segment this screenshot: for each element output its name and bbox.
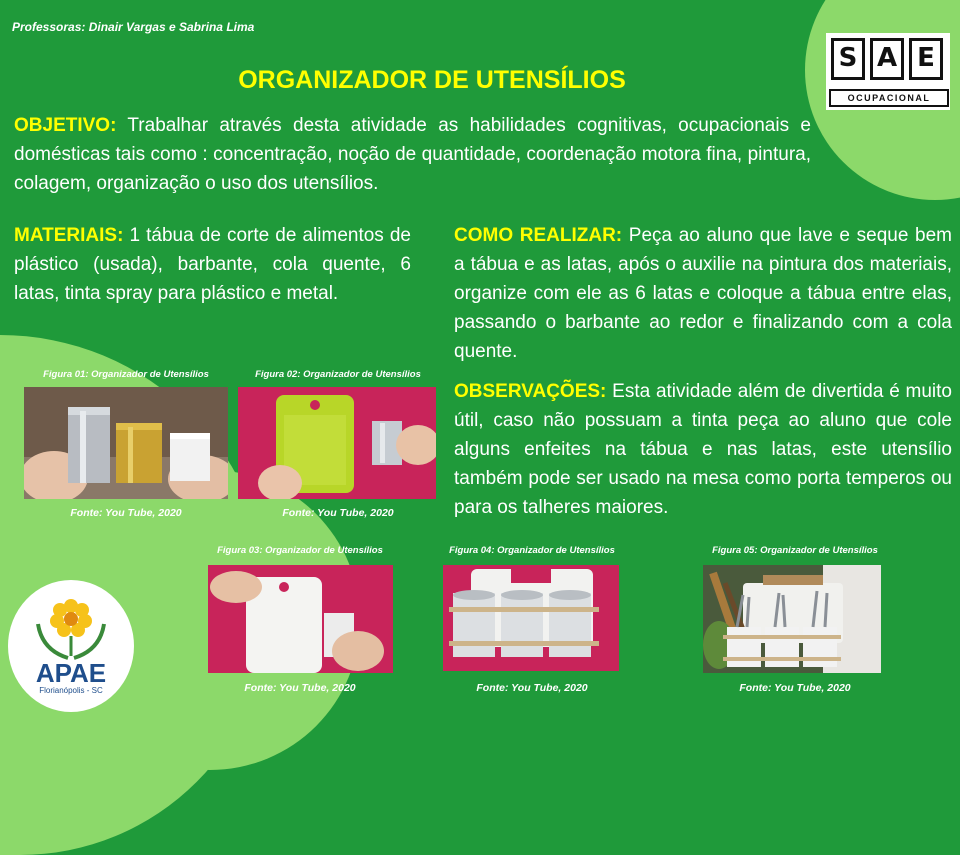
materials-section (14, 221, 411, 308)
observations-label: OBSERVAÇÕES: (454, 381, 607, 402)
figure-4-image (443, 565, 619, 671)
observations-text: Esta atividade além de divertida é muito útil, caso não possuam a tinta peça ao aluno que cole alguns enfeites na tábua e nas latas, este utensílio também pode ser usado na mesa como porta temperos ou para os talheres maiores. (454, 381, 952, 518)
sae-letter-a: A (870, 38, 904, 80)
observations-section (454, 377, 952, 522)
figure-4-source: Fonte: You Tube, 2020 (476, 682, 588, 694)
how-to-section (454, 221, 952, 366)
figure-3-image (208, 565, 393, 673)
figure-3-caption: Figura 03: Organizador de Utensílios (217, 545, 383, 556)
materials-text: 1 tábua de corte de alimentos de plástico (usada), barbante, cola quente, 6 latas, tinta spray para plástico e metal. (14, 225, 411, 304)
sae-logo (826, 33, 950, 110)
page-title: ORGANIZADOR DE UTENSÍLIOS (238, 66, 626, 94)
figure-5-image (703, 565, 881, 673)
figure-2-source: Fonte: You Tube, 2020 (282, 507, 394, 519)
apae-name: APAE (35, 658, 107, 688)
figure-4-caption: Figura 04: Organizador de Utensílios (449, 545, 615, 556)
objective-section (14, 111, 811, 198)
how-to-label: COMO REALIZAR: (454, 225, 623, 246)
apae-city: Florianópolis - SC (39, 686, 103, 695)
figure-1-image (24, 387, 228, 499)
figure-2-caption: Figura 02: Organizador de Utensílios (255, 369, 421, 380)
figure-3-source: Fonte: You Tube, 2020 (244, 682, 356, 694)
sae-letter-e: E (909, 38, 943, 80)
figure-1-caption: Figura 01: Organizador de Utensílios (43, 369, 209, 380)
sae-subtitle: OCUPACIONAL (829, 89, 949, 107)
sae-letter-s: S (831, 38, 865, 80)
figure-5-caption: Figura 05: Organizador de Utensílios (712, 545, 878, 556)
apae-logo (8, 580, 134, 712)
how-to-text: Peça ao aluno que lave e seque bem a tábua e as latas, após o auxilie na pintura dos materiais, organize com ele as 6 latas e coloque a tábua entre elas, passando o barbante ao redor e finalizando com a cola quente. (454, 225, 953, 362)
flower-hands-icon (8, 584, 134, 664)
materials-label: MATERIAIS: (14, 225, 124, 246)
objective-label: OBJETIVO: (14, 115, 117, 136)
figure-5-source: Fonte: You Tube, 2020 (739, 682, 851, 694)
objective-text: Trabalhar através desta atividade as habilidades cognitivas, ocupacionais e domésticas tais como : concentração, noção de quantidade, coordenação motora fina, pintura, colagem, organização o uso dos utensílios. (14, 115, 811, 194)
figure-1-source: Fonte: You Tube, 2020 (70, 507, 182, 519)
figure-2-image (238, 387, 436, 499)
teachers-line: Professoras: Dinair Vargas e Sabrina Lima (12, 20, 255, 34)
